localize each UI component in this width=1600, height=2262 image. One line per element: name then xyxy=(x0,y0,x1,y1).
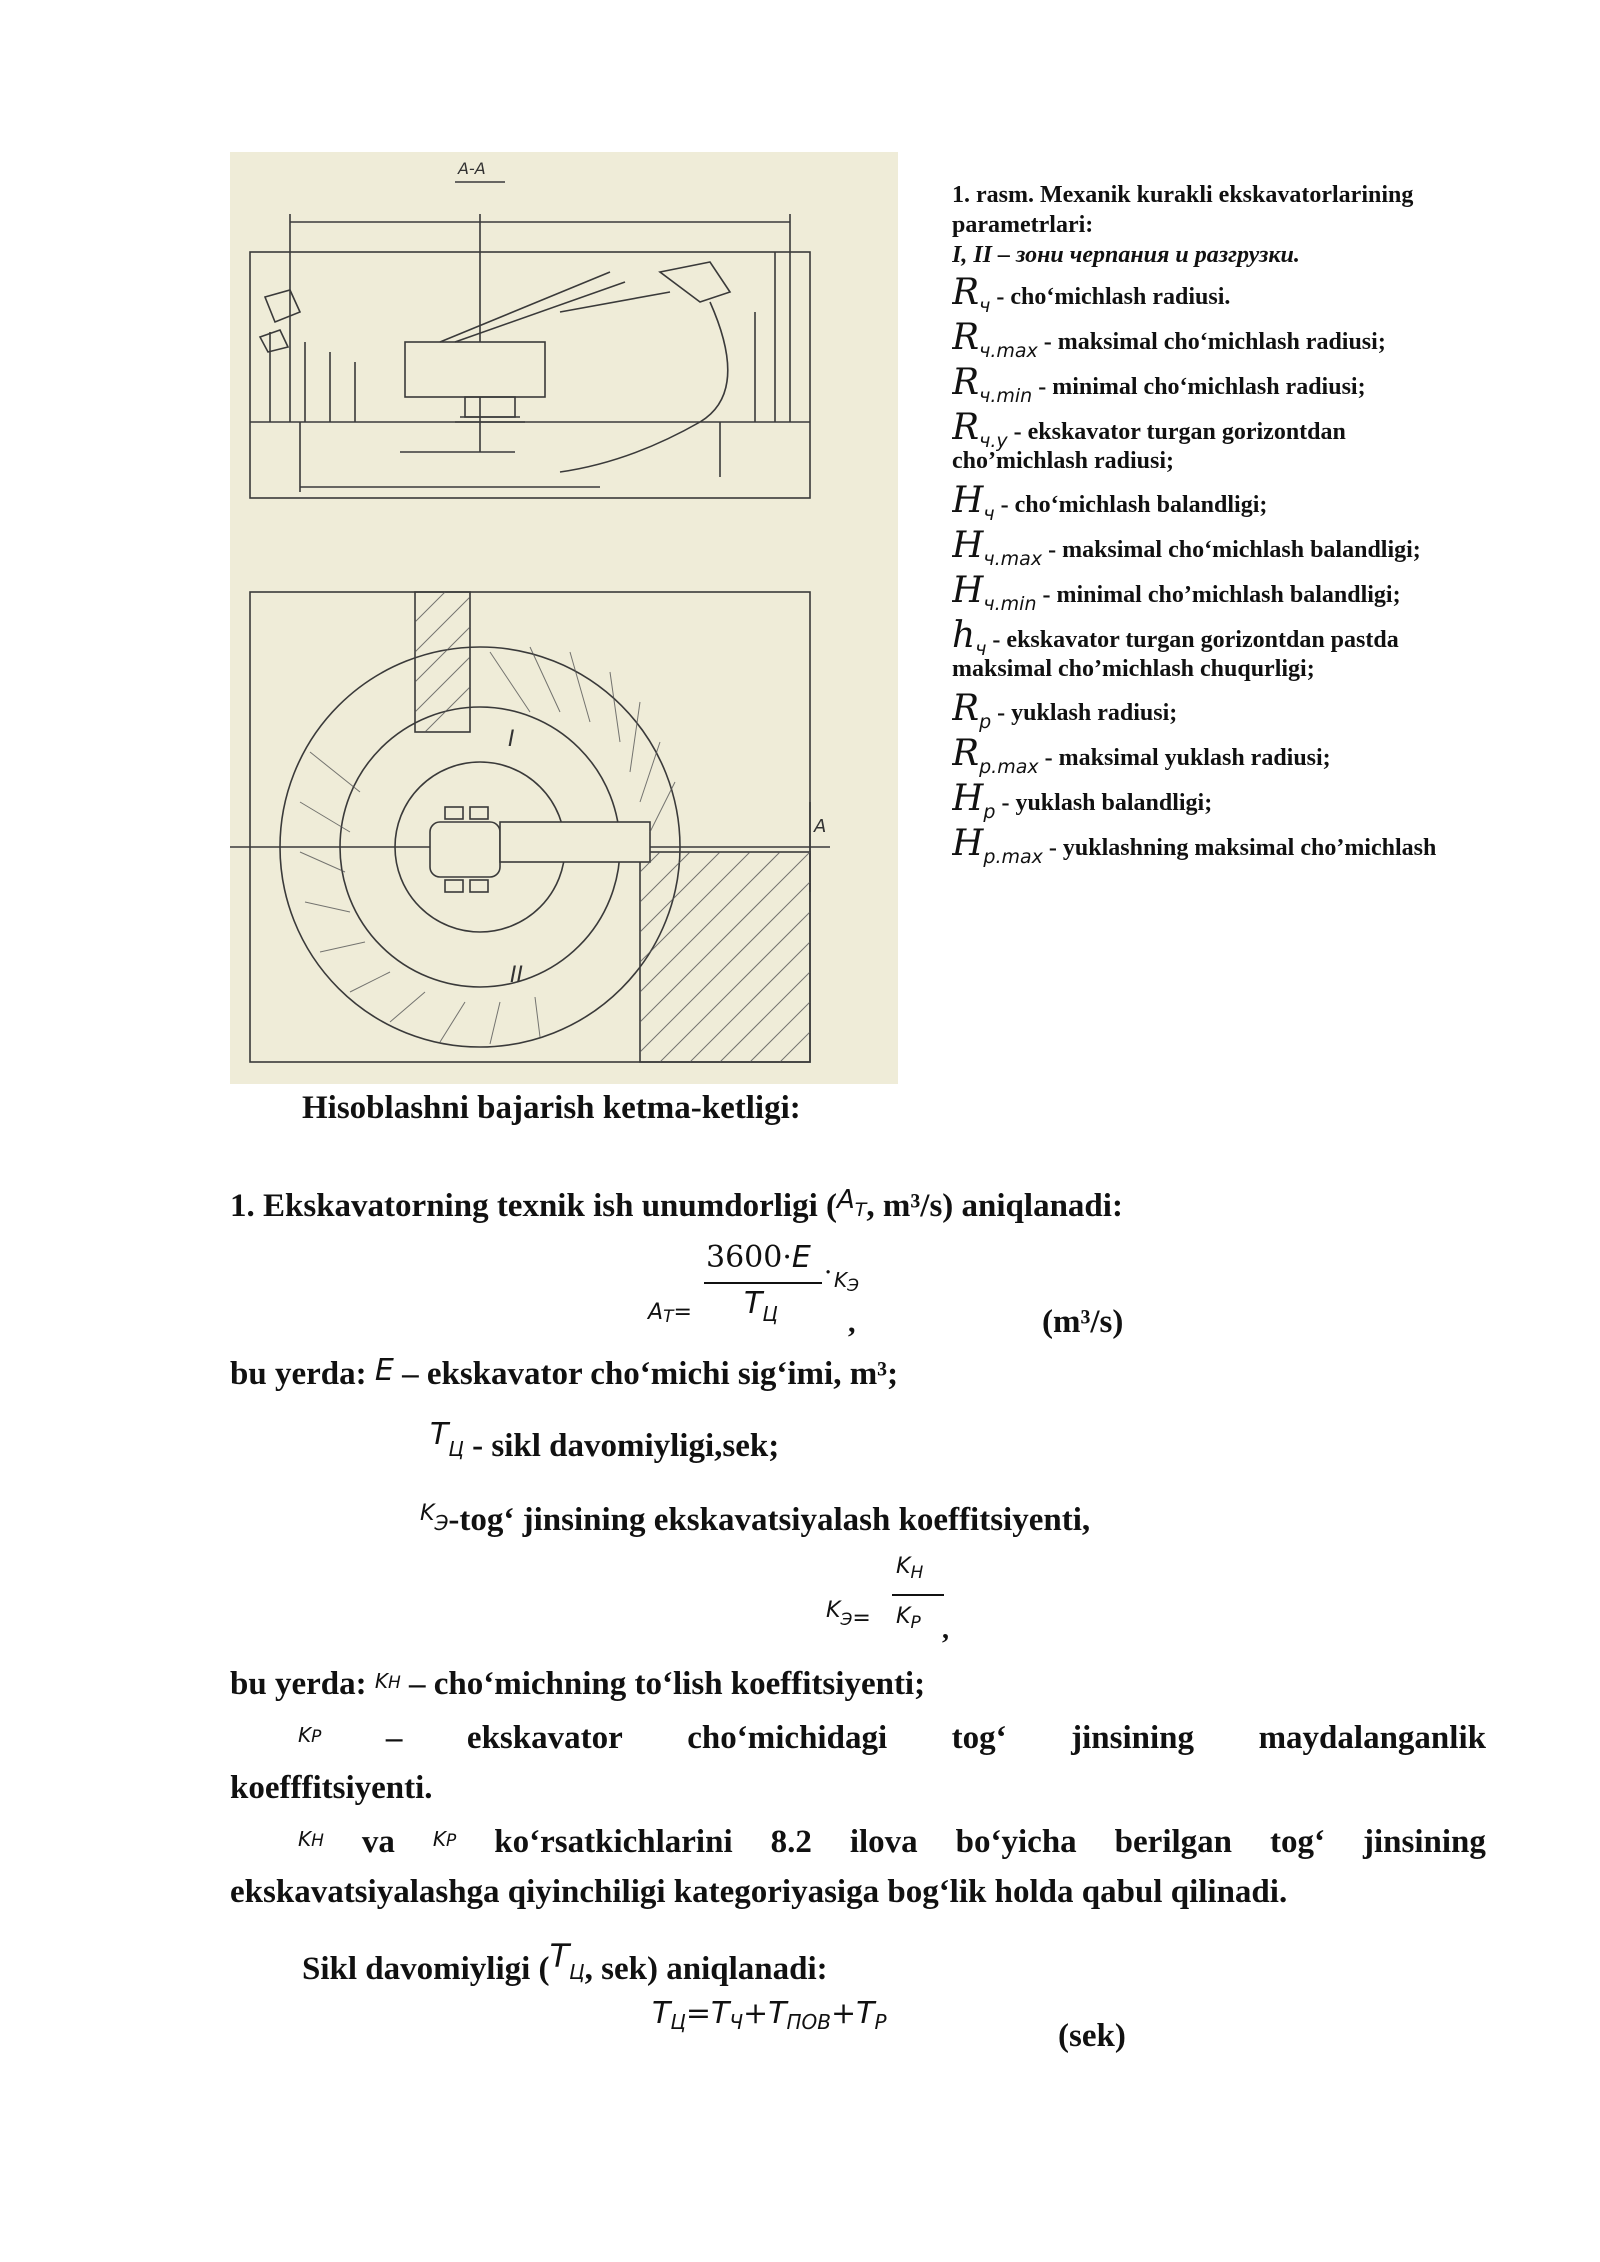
legend-subscript: р xyxy=(979,711,992,733)
legend-subscript: р xyxy=(983,801,996,823)
legend-item xyxy=(952,778,1512,823)
f2-den-sym: K xyxy=(896,1604,911,1629)
figure-caption-line2: parametrlari: xyxy=(952,212,1094,238)
f1-comma: , xyxy=(848,1306,856,1339)
f1-k-sym: K xyxy=(834,1268,848,1292)
def-kp-word: – xyxy=(385,1720,403,1756)
legend-subscript: ч.min xyxy=(983,593,1037,615)
cycle-pre: Sikl davomiyligi ( xyxy=(302,1951,550,1987)
legend-item xyxy=(952,407,1512,452)
para-kv-cont: ekskavatsiyalashga qiyinchiligi kategoriyasiga bog‘lik holda qabul qilinadi. xyxy=(230,1874,1288,1910)
legend-symbol: R xyxy=(952,733,980,774)
legend-item xyxy=(952,272,1512,317)
excavator-drawing xyxy=(230,152,898,1084)
para-kv-sym2 xyxy=(433,1822,456,1867)
step1-post: , m³/s) aniqlanadi: xyxy=(866,1188,1123,1224)
legend-subscript: ч xyxy=(975,638,987,660)
zone-two-label: II xyxy=(510,963,523,988)
figure-legend xyxy=(952,180,1512,1104)
def-kp xyxy=(298,1718,1486,1763)
para-kv-word: jinsining xyxy=(1362,1824,1486,1860)
legend-item xyxy=(952,362,1512,407)
def-t-text: - sikl davomiyligi,sek; xyxy=(463,1428,780,1464)
legend-item xyxy=(952,733,1512,778)
def-kp-cont: koefffitsiyenti. xyxy=(230,1770,433,1806)
def-kh-pre: bu yerda: xyxy=(230,1666,375,1702)
def-kp-sym xyxy=(298,1718,321,1763)
f2-comma: , xyxy=(942,1614,949,1645)
legend-text-continued: cho’michlash radiusi; xyxy=(952,448,1175,474)
step1-sym: A xyxy=(837,1185,855,1215)
def-kh-sub: H xyxy=(387,1673,401,1693)
def-e-text: – ekskavator cho‘michi sig‘imi, m³; xyxy=(393,1356,899,1392)
legend-symbol: H xyxy=(952,480,984,521)
legend-text-continued: maksimal cho’michlash chuqurligi; xyxy=(952,656,1315,682)
cycle-post: , sek) aniqlanadi: xyxy=(584,1951,828,1987)
f2-eq: = xyxy=(852,1606,871,1631)
legend-subscript: ч.min xyxy=(979,385,1033,407)
f1-unit: (m³/s) xyxy=(1042,1304,1124,1340)
f3-t4: T xyxy=(856,1996,875,2031)
f1-k xyxy=(834,1268,859,1296)
f2-num-sym: K xyxy=(896,1554,911,1579)
def-e xyxy=(230,1354,1486,1395)
def-kp-word: tog‘ xyxy=(951,1720,1007,1756)
para-kv-sym1 xyxy=(298,1822,324,1867)
figure-caption-line3: I, II – зони черпания и разгрузки. xyxy=(952,242,1300,268)
para-kv-va: va xyxy=(361,1824,395,1860)
f2-lhs-sym: K xyxy=(826,1598,841,1623)
f2-num xyxy=(896,1554,924,1583)
legend-subscript: р.max xyxy=(979,756,1039,778)
def-kp-word: jinsining xyxy=(1071,1720,1195,1756)
def-k-text: -tog‘ jinsining ekskavatsiyalash koeffitsiyenti, xyxy=(448,1502,1091,1538)
para-kv-word: bo‘yicha xyxy=(955,1824,1077,1860)
para-kv-word: ko‘rsatkichlarini xyxy=(494,1824,733,1860)
def-kh-text: – cho‘michning to‘lish koeffitsiyenti; xyxy=(400,1666,926,1702)
para-kv-word: berilgan xyxy=(1114,1824,1233,1860)
legend-subscript: ч.у xyxy=(979,430,1008,452)
f1-den-sub: Ц xyxy=(762,1302,778,1326)
f2-lhs xyxy=(826,1598,871,1631)
f1-eq: = xyxy=(673,1300,692,1325)
def-kp-sub: P xyxy=(311,1727,322,1747)
para-kv-k1: K xyxy=(298,1827,312,1851)
legend-text: - cho‘michlash balandligi; xyxy=(994,492,1268,518)
def-k-sym: K xyxy=(420,1501,435,1526)
legend-item xyxy=(952,688,1512,733)
legend-text: - yuklashning maksimal cho’michlash xyxy=(1042,835,1437,861)
para-kv-sub1: H xyxy=(311,1831,324,1851)
def-k xyxy=(420,1500,1420,1544)
def-e-sym: E xyxy=(374,1353,394,1388)
legend-text: - cho‘michlash radiusi. xyxy=(990,284,1231,310)
f1-lhs-sym: A xyxy=(648,1300,664,1325)
def-kh-sym: K xyxy=(374,1669,388,1693)
legend-symbol: R xyxy=(952,362,980,403)
legend-symbol: R xyxy=(952,688,980,729)
def-kp-k: K xyxy=(298,1723,312,1747)
legend-subscript: ч xyxy=(983,503,995,525)
legend-symbol: R xyxy=(952,317,980,358)
section-label: A-A xyxy=(458,159,486,178)
legend-subscript: ч xyxy=(979,295,991,317)
formula-k-excavation xyxy=(820,1546,1020,1646)
def-t xyxy=(430,1417,1330,1469)
legend-text: - yuklash radiusi; xyxy=(991,700,1178,726)
legend-subscript: ч.max xyxy=(983,548,1043,570)
para-kv-k2: K xyxy=(432,1827,447,1851)
f3-plus2: + xyxy=(831,1996,857,2031)
f1-numerator xyxy=(706,1240,811,1275)
f2-num-sub: H xyxy=(910,1563,924,1583)
f2-lhs-sub: Э xyxy=(840,1610,853,1630)
legend-item xyxy=(952,525,1512,570)
def-e-pre: bu yerda: xyxy=(230,1356,375,1392)
legend-symbol: H xyxy=(952,823,984,864)
def-kh xyxy=(230,1664,1486,1709)
legend-symbol: H xyxy=(952,570,984,611)
def-t-sym: T xyxy=(430,1417,449,1452)
f1-k-sub: Э xyxy=(847,1276,859,1296)
f3-t2-sub: Ч xyxy=(729,2010,744,2034)
f1-mult: · xyxy=(824,1258,833,1288)
f3-t3: T xyxy=(768,1996,787,2031)
f3-t1: T xyxy=(652,1996,671,2031)
cycle-sub: Ц xyxy=(569,1960,585,1984)
step1-sub: T xyxy=(854,1199,867,1221)
legend-symbol: H xyxy=(952,525,984,566)
legend-symbol: H xyxy=(952,778,984,819)
legend-item xyxy=(952,570,1512,615)
legend-text: - ekskavator turgan gorizontdan xyxy=(1007,419,1346,445)
legend-text: - maksimal cho‘michlash balandligi; xyxy=(1042,537,1421,563)
f1-lhs xyxy=(648,1300,692,1325)
legend-text: - yuklash balandligi; xyxy=(995,790,1213,816)
legend-symbol: R xyxy=(952,272,980,313)
cycle-sym: T xyxy=(549,1937,570,1975)
para-kv-word: 8.2 xyxy=(770,1824,812,1860)
legend-subscript: р.max xyxy=(983,846,1043,868)
legend-items xyxy=(952,272,1512,868)
f3-unit: (sek) xyxy=(1058,2018,1126,2054)
legend-item xyxy=(952,615,1512,660)
f1-denominator xyxy=(744,1286,778,1326)
figure-caption-line1: 1. rasm. Mexanik kurakli ekskavatorlarining xyxy=(952,182,1414,208)
para-kv-word: tog‘ xyxy=(1270,1824,1325,1860)
f2-den-sub: P xyxy=(910,1613,921,1633)
f1-den-sym: T xyxy=(744,1286,763,1321)
legend-symbol: h xyxy=(952,615,976,656)
f3-t3-sub: ПОВ xyxy=(786,2010,832,2034)
def-kp-word: cho‘michidagi xyxy=(687,1720,888,1756)
step1-heading xyxy=(230,1186,1486,1230)
legend-text: - ekskavator turgan gorizontdan pastda xyxy=(986,627,1399,653)
legend-subscript: ч.max xyxy=(979,340,1038,362)
f2-den xyxy=(896,1604,921,1633)
cycle-heading xyxy=(302,1937,1302,1992)
formula-cycle xyxy=(652,1996,1212,2066)
def-t-sub: Ц xyxy=(448,1437,464,1461)
legend-text: - minimal cho‘michlash radiusi; xyxy=(1032,374,1366,400)
f3-t1-sub: Ц xyxy=(670,2010,686,2034)
f3-t4-sub: Р xyxy=(874,2010,887,2034)
zone-one-label: I xyxy=(508,727,515,752)
section-heading: Hisoblashni bajarish ketma-ketligi: xyxy=(302,1090,801,1126)
f1-num-text: 3600· xyxy=(706,1240,792,1275)
f3-plus1: + xyxy=(743,1996,769,2031)
legend-text: - minimal cho’michlash balandligi; xyxy=(1036,582,1401,608)
def-kp-word: maydalanganlik xyxy=(1258,1720,1486,1756)
legend-text: - maksimal cho‘michlash radiusi; xyxy=(1037,329,1386,355)
excavator-diagram xyxy=(230,152,898,1084)
legend-item xyxy=(952,823,1512,868)
legend-item xyxy=(952,317,1512,362)
f2-fraction-bar xyxy=(892,1594,944,1596)
def-k-sub: Э xyxy=(434,1511,449,1535)
para-kv-word: ilova xyxy=(849,1824,918,1860)
step1-pre: 1. Ekskavatorning texnik ish unumdorligi ( xyxy=(230,1188,837,1224)
section-marker: A xyxy=(814,816,827,837)
f1-fraction-bar xyxy=(704,1282,822,1284)
legend-text: - maksimal yuklash radiusi; xyxy=(1038,745,1331,771)
f3-t2: T xyxy=(711,1996,730,2031)
para-kv-sub2: P xyxy=(446,1831,457,1851)
para-kv xyxy=(298,1822,1486,1867)
legend-item xyxy=(952,480,1512,525)
def-kp-word: ekskavator xyxy=(466,1720,623,1756)
f1-num-var: E xyxy=(791,1240,811,1275)
f1-lhs-sub: T xyxy=(663,1307,674,1327)
f3-eq: = xyxy=(685,1996,711,2031)
formula-productivity xyxy=(640,1236,1240,1346)
legend-symbol: R xyxy=(952,407,980,448)
